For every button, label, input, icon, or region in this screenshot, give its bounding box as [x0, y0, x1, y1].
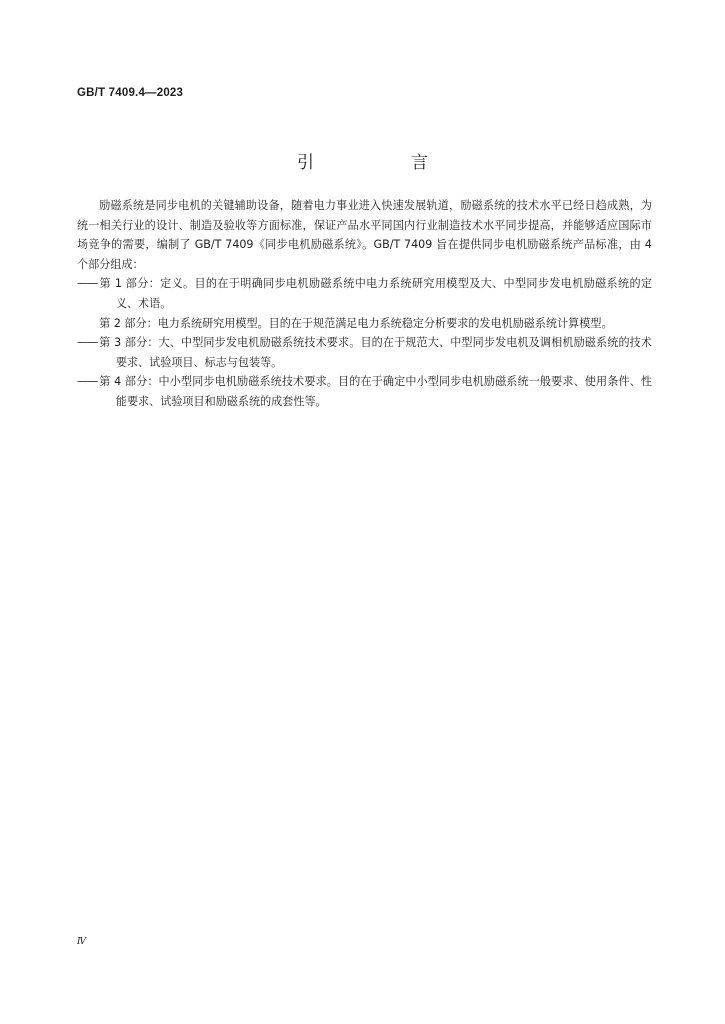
body-text — [77, 196, 652, 412]
list-item-text: 第 1 部分：定义。目的在于明确同步电机励磁系统中电力系统研究用模型及大、中型同步发电机励磁系统的定义、术语。 — [99, 277, 652, 310]
intro-paragraph: 励磁系统是同步电机的关键辅助设备，随着电力事业进入快速发展轨道，励磁系统的技术水平已经日趋成熟，为统一相关行业的设计、制造及验收等方面标准，保证产品水平同国内行业制造技术水平同步提高，并能够适应国际市场竞争的需要，编制了 GB/T 7409《同步电机励磁系统》。GB/T 7409 旨在提供同步电机励磁系统产品标准，由 4 个部分组成： — [77, 199, 652, 271]
list-item-part-1 — [77, 274, 652, 313]
list-item-part-2 — [77, 314, 652, 334]
list-item-part-4 — [77, 372, 652, 411]
list-dash: —— — [77, 375, 98, 389]
list-item-text: 第 4 部分：中小型同步电机励磁系统技术要求。目的在于确定中小型同步电机励磁系统一般要求、使用条件、性能要求、试验项目和励磁系统的成套性等。 — [99, 375, 652, 408]
list-item-part-3 — [77, 333, 652, 372]
list-dash: —— — [77, 277, 98, 291]
list-dash: —— — [77, 336, 98, 350]
section-title: 引 言 — [297, 153, 468, 173]
standard-number: GB/T 7409.4—2023 — [77, 87, 184, 99]
list-item-text: 第 2 部分：电力系统研究用模型。目的在于规范满足电力系统稳定分析要求的发电机励磁系统计算模型。 — [99, 316, 613, 330]
page-number: Ⅳ — [77, 937, 86, 947]
list-item-text: 第 3 部分：大、中型同步发电机励磁系统技术要求。目的在于规范大、中型同步发电机及调相机励磁系统的技术要求、试验项目、标志与包装等。 — [99, 336, 652, 369]
